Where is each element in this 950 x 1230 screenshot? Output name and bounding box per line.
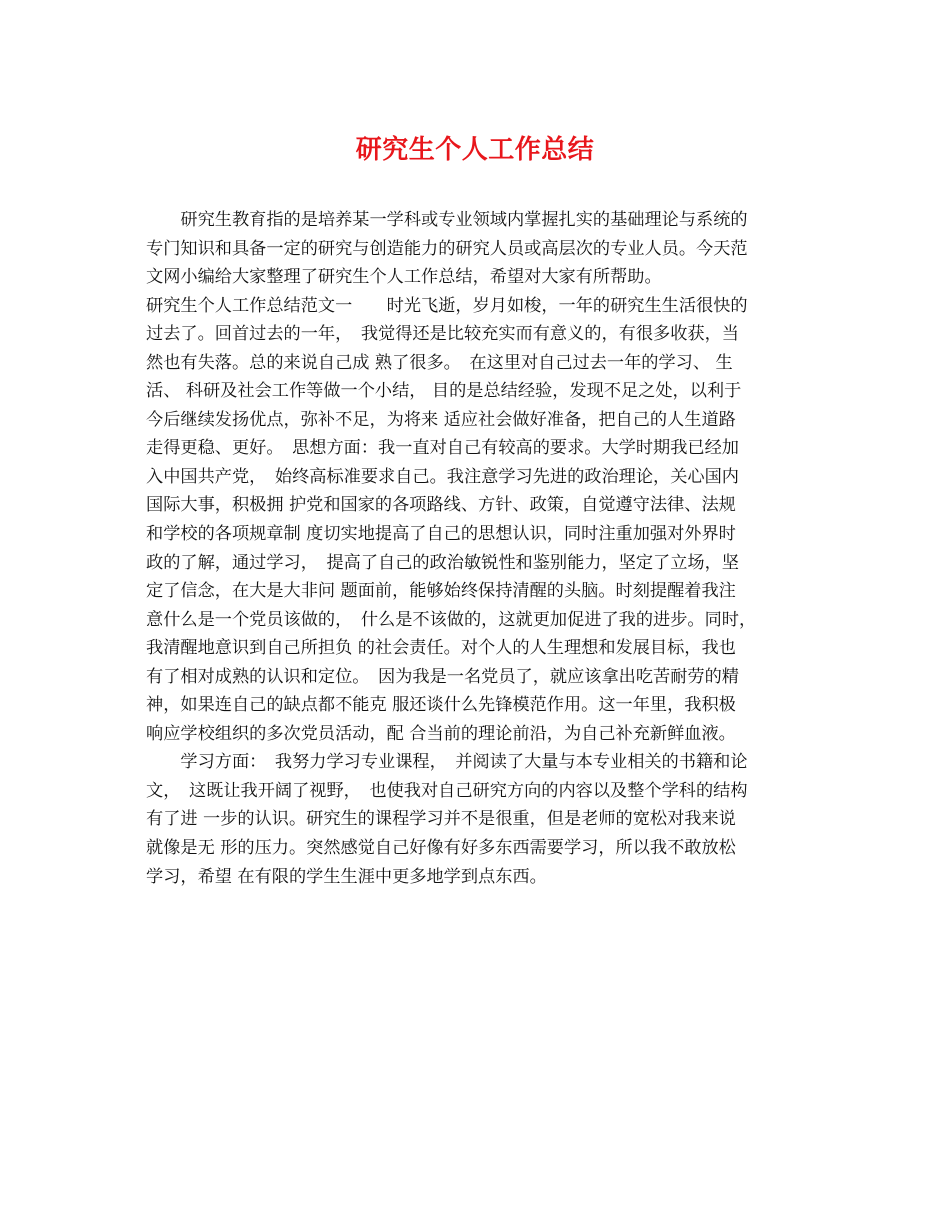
body-line: 国际大事，积极拥 护党和国家的各项路线、方针、政策，自觉遵守法律、法规 xyxy=(146,495,736,516)
body-line: 然也有失落。总的来说自己成 熟了很多。 在这里对自己过去一年的学习、 生 xyxy=(146,352,733,373)
body-line: 定了信念，在大是大非问 题面前，能够始终保持清醒的头脑。时刻提醒着我注 xyxy=(146,581,736,602)
body-line: 政的了解，通过学习， 提高了自己的政治敏锐性和鉴别能力，坚定了立场，坚 xyxy=(146,552,739,573)
body-line: 神，如果连自己的缺点都不能克 服还谈什么先锋模范作用。这一年里，我积极 xyxy=(146,695,736,716)
body-line: 响应学校组织的多次党员活动，配 合当前的理论前沿，为自己补充新鲜血液。 xyxy=(146,723,736,744)
body-line: 有了相对成熟的认识和定位。 因为我是一名党员了，就应该拿出吃苦耐劳的精 xyxy=(146,666,739,687)
body-line: 文， 这既让我开阔了视野， 也使我对自己研究方向的内容以及整个学科的结构 xyxy=(146,780,748,801)
body-line: 研究生个人工作总结范文一 时光飞逝，岁月如梭，一年的研究生生活很快的 xyxy=(146,295,748,316)
body-line: 今后继续发扬优点，弥补不足，为将来 适应社会做好准备，把自己的人生道路 xyxy=(146,409,736,430)
body-line: 专门知识和具备一定的研究与创造能力的研究人员或高层次的专业人员。今天范 xyxy=(146,238,748,259)
body-line: 走得更稳、更好。 思想方面：我一直对自己有较高的要求。大学时期我已经加 xyxy=(146,438,739,459)
body-line: 文网小编给大家整理了研究生个人工作总结，希望对大家有所帮助。 xyxy=(146,267,662,288)
body-line: 我清醒地意识到自己所担负 的社会责任。对个人的人生理想和发展目标，我也 xyxy=(146,638,736,659)
body-line: 意什么是一个党员该做的， 什么是不该做的，这就更加促进了我的进步。同时， xyxy=(146,609,757,630)
body-line: 有了进 一步的认识。研究生的课程学习并不是很重，但是老师的宽松对我来说 xyxy=(146,809,736,830)
body-line: 入中国共产党， 始终高标准要求自己。我注意学习先进的政治理论，关心国内 xyxy=(146,466,739,487)
document-body xyxy=(146,206,806,891)
body-line: 和学校的各项规章制 度切实地提高了自己的思想认识，同时注重加强对外界时 xyxy=(146,524,736,545)
body-line: 学习方面： 我努力学习专业课程， 并阅读了大量与本专业相关的书籍和论 xyxy=(146,752,748,773)
document-title: 研究生个人工作总结 xyxy=(355,135,595,165)
body-line: 就像是无 形的压力。突然感觉自己好像有好多东西需要学习，所以我不敢放松 xyxy=(146,838,736,859)
body-line: 研究生教育指的是培养某一学科或专业领域内掌握扎实的基础理论与系统的 xyxy=(146,210,748,230)
body-line: 活、 科研及社会工作等做一个小结， 目的是总结经验，发现不足之处，以利于 xyxy=(146,381,742,402)
body-line: 学习，希望 在有限的学生生涯中更多地学到点东西。 xyxy=(146,866,547,887)
body-line: 过去了。回首过去的一年， 我觉得还是比较充实而有意义的，有很多收获，当 xyxy=(146,324,739,345)
